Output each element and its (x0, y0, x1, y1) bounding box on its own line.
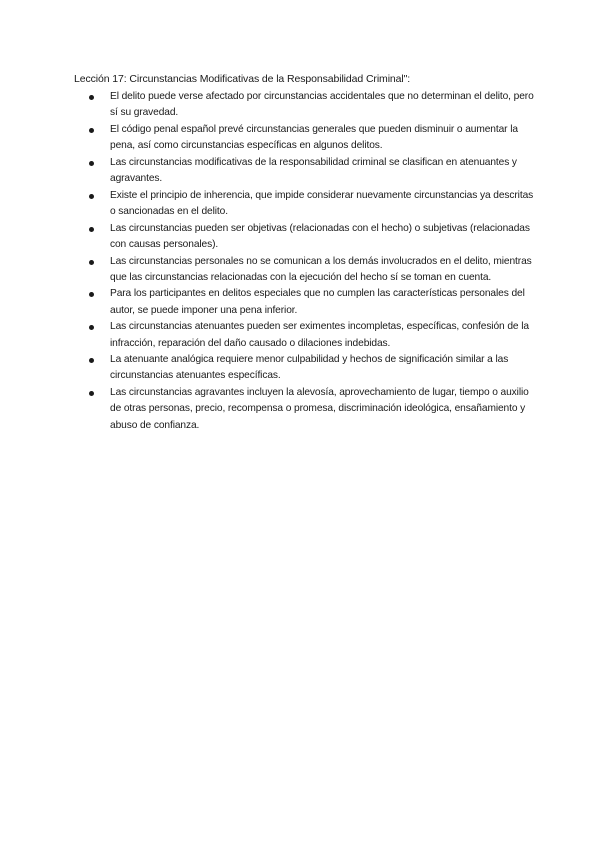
list-item (74, 155, 534, 187)
bullet-icon (89, 95, 94, 100)
bullet-icon (89, 128, 94, 133)
bullet-list (74, 89, 534, 434)
list-item-text: Las circunstancias modificativas de la responsabilidad criminal se clasifican en atenuantes y agravantes. (110, 156, 517, 185)
bullet-icon (89, 391, 94, 396)
list-item-text: Para los participantes en delitos especiales que no cumplen las características personales del autor, se puede imponer una pena inferior. (110, 288, 525, 316)
list-item-text: Las circunstancias atenuantes pueden ser eximentes incompletas, específicas, confesión de la infracción, reparación del daño causado o dilaciones indebidas. (110, 321, 529, 349)
list-item-text: El delito puede verse afectado por circunstancias accidentales que no determinan el delito, pero sí su gravedad. (110, 91, 534, 119)
list-item (74, 89, 534, 121)
bullet-icon (89, 325, 94, 330)
list-item-text: La atenuante analógica requiere menor culpabilidad y hechos de significación similar a las circunstancias atenuantes específicas. (110, 354, 509, 382)
list-item-text: Las circunstancias agravantes incluyen la alevosía, aprovechamiento de lugar, tiempo o auxilio de otras personas, precio, recompensa o promesa, discriminación ideológica, ensañamiento y abuso de confianza. (110, 387, 529, 431)
list-item-text: Las circunstancias pueden ser objetivas (relacionadas con el hecho) o subjetivas (relacionadas con causas personales). (110, 222, 530, 250)
document-content (74, 71, 534, 434)
list-item-text: Existe el principio de inherencia, que impide considerar nuevamente circunstancias ya descritas o sancionadas en el delito. (110, 189, 534, 217)
bullet-icon (89, 358, 94, 363)
list-item-text: Las circunstancias personales no se comunican a los demás involucrados en el delito, mientras que las circunstancias relacionadas con la ejecución del hecho sí se toman en cuenta. (110, 255, 532, 283)
bullet-icon (89, 260, 94, 265)
list-item (74, 286, 534, 318)
list-item-text: El código penal español prevé circunstancias generales que pueden disminuir o aumentar la pena, así como circunstancias específicas en algunos delitos. (110, 123, 518, 152)
list-item (74, 352, 534, 384)
list-item (74, 319, 534, 351)
bullet-icon (89, 227, 94, 232)
bullet-icon (89, 194, 94, 199)
list-item (74, 385, 534, 434)
list-item (74, 254, 534, 286)
lesson-title: Lección 17: Circunstancias Modificativas de la Responsabilidad Criminal": (74, 73, 411, 85)
list-item (74, 221, 534, 253)
bullet-icon (89, 161, 94, 166)
list-item (74, 188, 534, 220)
bullet-icon (89, 292, 94, 297)
list-item (74, 122, 534, 154)
